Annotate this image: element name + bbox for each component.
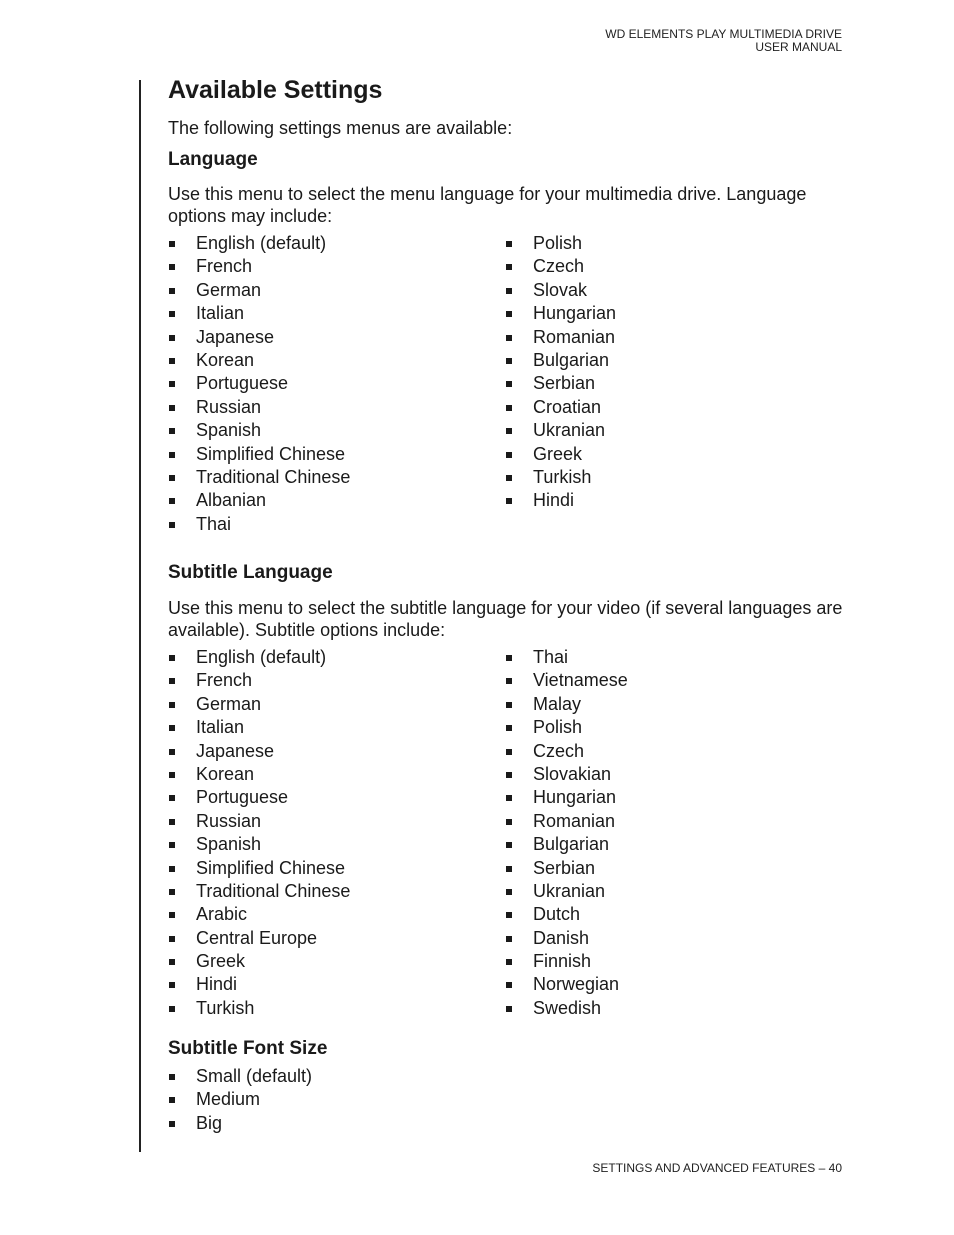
- page-title: Available Settings: [168, 76, 383, 104]
- list-item: Serbian: [505, 857, 628, 880]
- list-item: English (default): [168, 646, 350, 669]
- list-item: Italian: [168, 302, 350, 325]
- list-item: Romanian: [505, 810, 628, 833]
- subtitle-language-description: [168, 597, 842, 641]
- list-item: Japanese: [168, 740, 350, 763]
- list-item: Thai: [168, 513, 350, 536]
- list-item: Czech: [505, 740, 628, 763]
- page-number: 40: [828, 1161, 842, 1175]
- list-item: Japanese: [168, 326, 350, 349]
- subtitle-language-list-left: [168, 646, 350, 1020]
- subtitle-font-size-heading: Subtitle Font Size: [168, 1038, 328, 1059]
- list-item: Polish: [505, 716, 628, 739]
- list-item: Greek: [505, 443, 616, 466]
- language-list-right: [505, 232, 616, 513]
- list-item: Russian: [168, 810, 350, 833]
- language-list-left: [168, 232, 350, 536]
- header-doc-type: USER MANUAL: [755, 40, 842, 54]
- list-item: Simplified Chinese: [168, 443, 350, 466]
- list-item: Bulgarian: [505, 833, 628, 856]
- list-item: Spanish: [168, 833, 350, 856]
- subtitle-description-line-1: Use this menu to select the subtitle language for your video (if several languages are: [168, 598, 843, 618]
- list-item: Turkish: [168, 997, 350, 1020]
- page-footer: [592, 1161, 842, 1175]
- list-item: Turkish: [505, 466, 616, 489]
- list-item: Slovak: [505, 279, 616, 302]
- list-item: Ukranian: [505, 880, 628, 903]
- intro-text: The following settings menus are available:: [168, 118, 513, 138]
- list-item: Hindi: [505, 489, 616, 512]
- list-item: Arabic: [168, 903, 350, 926]
- list-item: Ukranian: [505, 419, 616, 442]
- list-item: Big: [168, 1112, 312, 1135]
- list-item: Traditional Chinese: [168, 466, 350, 489]
- list-item: Portuguese: [168, 786, 350, 809]
- footer-separator: –: [815, 1161, 829, 1175]
- list-item: Small (default): [168, 1065, 312, 1088]
- list-item: Italian: [168, 716, 350, 739]
- list-item: Medium: [168, 1088, 312, 1111]
- list-item: Polish: [505, 232, 616, 255]
- list-item: Finnish: [505, 950, 628, 973]
- list-item: Vietnamese: [505, 669, 628, 692]
- list-item: Albanian: [168, 489, 350, 512]
- list-item: Norwegian: [505, 973, 628, 996]
- list-item: Simplified Chinese: [168, 857, 350, 880]
- list-item: Korean: [168, 763, 350, 786]
- list-item: Korean: [168, 349, 350, 372]
- list-item: Hindi: [168, 973, 350, 996]
- list-item: Czech: [505, 255, 616, 278]
- list-item: Spanish: [168, 419, 350, 442]
- list-item: Russian: [168, 396, 350, 419]
- list-item: Croatian: [505, 396, 616, 419]
- list-item: Romanian: [505, 326, 616, 349]
- language-heading: Language: [168, 149, 258, 170]
- list-item: Malay: [505, 693, 628, 716]
- language-description-line-2: options may include:: [168, 206, 333, 226]
- list-item: Danish: [505, 927, 628, 950]
- running-header: [605, 28, 842, 54]
- subtitle-language-heading: Subtitle Language: [168, 562, 333, 583]
- list-item: Bulgarian: [505, 349, 616, 372]
- subtitle-language-list-right: [505, 646, 628, 1020]
- list-item: Hungarian: [505, 302, 616, 325]
- list-item: Dutch: [505, 903, 628, 926]
- list-item: French: [168, 255, 350, 278]
- margin-rule: [139, 80, 141, 1152]
- list-item: English (default): [168, 232, 350, 255]
- list-item: Traditional Chinese: [168, 880, 350, 903]
- list-item: Hungarian: [505, 786, 628, 809]
- list-item: Portuguese: [168, 372, 350, 395]
- list-item: Serbian: [505, 372, 616, 395]
- list-item: Central Europe: [168, 927, 350, 950]
- list-item: Swedish: [505, 997, 628, 1020]
- subtitle-font-size-list: [168, 1065, 312, 1135]
- list-item: Thai: [505, 646, 628, 669]
- subtitle-description-line-2: available). Subtitle options include:: [168, 620, 446, 640]
- header-product: WD ELEMENTS PLAY MULTIMEDIA DRIVE: [605, 27, 842, 41]
- list-item: Slovakian: [505, 763, 628, 786]
- language-description: [168, 183, 806, 227]
- list-item: German: [168, 279, 350, 302]
- language-description-line-1: Use this menu to select the menu language for your multimedia drive. Language: [168, 184, 807, 204]
- list-item: Greek: [168, 950, 350, 973]
- footer-section: SETTINGS AND ADVANCED FEATURES: [592, 1161, 816, 1175]
- list-item: French: [168, 669, 350, 692]
- list-item: German: [168, 693, 350, 716]
